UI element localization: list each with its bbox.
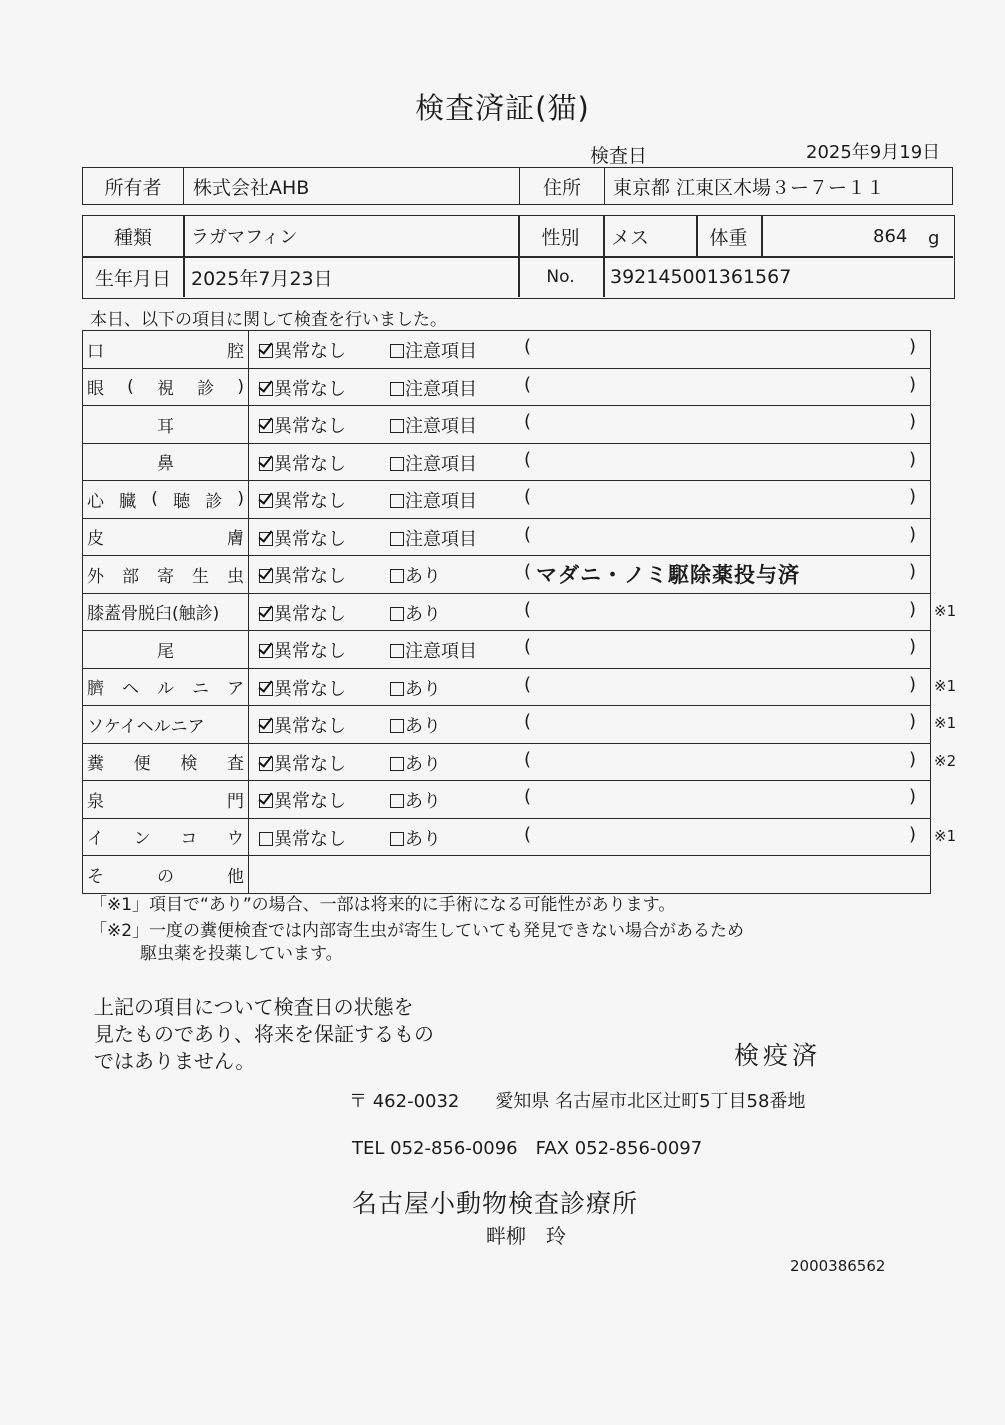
paren-close: ) xyxy=(909,748,917,770)
normal-label: 異常なし xyxy=(274,566,346,587)
paren-close: ) xyxy=(909,636,917,657)
paren-close: ) xyxy=(909,336,917,357)
paren-close: ) xyxy=(909,673,917,695)
exam-item-label xyxy=(83,481,249,518)
normal-label: 異常なし xyxy=(274,678,346,700)
animal-info-table xyxy=(82,215,955,299)
exam-row xyxy=(83,669,957,707)
alternative-checkbox[interactable] xyxy=(390,562,441,588)
exam-item-label-char: 耳 xyxy=(157,416,174,437)
exam-item-label-char: 門 xyxy=(227,791,244,812)
alternative-checkbox[interactable] xyxy=(390,825,441,851)
exam-item-label xyxy=(83,669,249,706)
alternative-label: あり xyxy=(405,716,441,737)
empty-box-icon xyxy=(390,794,404,808)
exam-item-label xyxy=(83,369,249,406)
paren-open: ( xyxy=(524,636,532,657)
exam-item-label-char: 寄 xyxy=(157,566,174,587)
alternative-checkbox[interactable] xyxy=(390,712,441,738)
normal-checkbox[interactable] xyxy=(259,675,346,701)
alternative-label: あり xyxy=(405,791,441,812)
normal-label: 異常なし xyxy=(274,453,346,475)
veterinarian-name: 畔柳 玲 xyxy=(486,1224,566,1248)
exam-item-label-char: ヘ xyxy=(122,679,139,700)
empty-box-icon xyxy=(259,832,273,846)
empty-box-icon xyxy=(390,569,404,583)
weight-label: 体重 xyxy=(709,226,748,249)
alternative-label: 注意項目 xyxy=(405,416,477,437)
alternative-label: あり xyxy=(405,603,441,625)
empty-box-icon xyxy=(390,344,404,358)
empty-box-icon xyxy=(390,607,404,621)
paren-open: ( xyxy=(524,598,532,620)
exam-row xyxy=(83,369,931,407)
exam-item-label-char: コ xyxy=(180,829,198,850)
paren-open: ( xyxy=(524,823,532,845)
dob-label: 生年月日 xyxy=(94,267,171,290)
exam-item-label-char: 腔 xyxy=(227,341,244,362)
normal-label: 異常なし xyxy=(274,828,346,850)
paren-close: ) xyxy=(909,786,917,807)
checked-box-icon xyxy=(259,607,273,621)
normal-checkbox[interactable] xyxy=(259,375,346,401)
exam-item-label-char: 視 xyxy=(156,379,174,400)
exam-item-label xyxy=(83,706,249,743)
exam-item-label-char: ウ xyxy=(226,829,244,850)
exam-item-label xyxy=(83,519,249,556)
breed-label: 種類 xyxy=(113,226,152,249)
normal-checkbox[interactable] xyxy=(259,637,346,663)
intro-text: 本日、以下の項目に関して検査を行いました。 xyxy=(90,310,447,330)
alternative-checkbox[interactable] xyxy=(390,450,477,476)
normal-checkbox[interactable] xyxy=(259,525,346,551)
footnote-1: 「※1」項目で“あり”の場合、一部は将来的に手術になる可能性があります。 xyxy=(90,895,676,915)
exam-row xyxy=(83,819,957,857)
alternative-checkbox[interactable] xyxy=(390,487,477,513)
exam-item-label xyxy=(83,856,249,893)
paren-close: ) xyxy=(909,448,917,470)
exam-item-label-char: 泉 xyxy=(87,791,104,812)
checked-box-icon xyxy=(259,532,273,546)
breed-value: ラガマフィン xyxy=(191,227,298,248)
exam-row xyxy=(83,631,931,669)
exam-item-label-char: ン xyxy=(133,829,151,850)
empty-box-icon xyxy=(390,719,404,733)
checked-box-icon xyxy=(259,494,273,508)
exam-item-label-char: 聴 xyxy=(173,491,191,512)
exam-note: マダニ・ノミ駆除薬投与済 xyxy=(536,563,800,587)
exam-table xyxy=(82,330,957,894)
owner-table xyxy=(82,167,953,205)
footnote-reference: ※1 xyxy=(934,676,957,695)
exam-item-label-char: そ xyxy=(87,866,104,887)
document-number: 2000386562 xyxy=(790,1257,886,1275)
exam-item-label-char: 糞 xyxy=(87,754,104,775)
document-title: 検査済証(猫) xyxy=(415,91,590,125)
exam-item-label xyxy=(83,594,249,631)
exam-item-label-char: 検 xyxy=(180,754,198,775)
alternative-label: あり xyxy=(405,566,441,587)
paren-close: ) xyxy=(909,823,917,845)
normal-checkbox[interactable] xyxy=(259,337,346,363)
exam-item-label-char: 臓 xyxy=(119,491,137,512)
alternative-label: 注意項目 xyxy=(405,341,477,362)
paren-close: ) xyxy=(909,486,917,507)
paren-close: ) xyxy=(909,598,917,620)
paren-open: ( xyxy=(524,748,532,770)
exam-item-label-char: 外 xyxy=(87,566,104,587)
exam-row xyxy=(83,444,931,482)
declaration-text: 上記の項目について検査日の状態を 見たものであり、将来を保証するもの ではありません。 xyxy=(94,995,434,1073)
exam-item-label-char: 便 xyxy=(133,754,151,775)
paren-close: ) xyxy=(909,373,917,395)
exam-item-label-char: 膝蓋骨脱臼(触診) xyxy=(87,604,220,625)
exam-row xyxy=(83,406,931,444)
alternative-label: あり xyxy=(405,828,441,850)
empty-box-icon xyxy=(390,382,404,396)
alternative-checkbox[interactable] xyxy=(390,375,477,401)
exam-item-label xyxy=(83,631,249,668)
exam-item-label xyxy=(83,819,249,856)
exam-item-label-char: 眼 xyxy=(87,379,104,400)
owner-label: 所有者 xyxy=(83,168,184,204)
normal-label: 異常なし xyxy=(274,341,346,362)
alternative-label: 注意項目 xyxy=(405,641,477,662)
checked-box-icon xyxy=(259,644,273,658)
footnote-2: 「※2」一度の糞便検査では内部寄生虫が寄生していても発見できない場合があるため xyxy=(90,921,745,941)
checked-box-icon xyxy=(259,757,273,771)
quarantine-stamp: 検疫済 xyxy=(734,1041,822,1070)
exam-row xyxy=(83,481,931,519)
exam-item-label-char: 査 xyxy=(226,754,244,775)
normal-label: 異常なし xyxy=(274,716,346,737)
exam-item-label-char: ) xyxy=(237,376,244,397)
paren-close: ) xyxy=(909,711,917,732)
exam-item-label-char: ) xyxy=(237,489,244,510)
exam-row xyxy=(83,594,957,632)
empty-box-icon xyxy=(390,494,404,508)
paren-open: ( xyxy=(524,523,532,545)
exam-row xyxy=(83,706,957,744)
exam-item-label-char: ア xyxy=(227,679,244,700)
exam-item-label xyxy=(83,781,249,818)
exam-item-label-char: 心 xyxy=(87,491,104,512)
sex-value: メス xyxy=(611,226,650,249)
alternative-checkbox[interactable] xyxy=(390,337,477,363)
footnote-reference: ※1 xyxy=(934,714,957,732)
paren-open: ( xyxy=(524,711,532,732)
checked-box-icon xyxy=(259,344,273,358)
exam-row xyxy=(83,781,931,819)
empty-box-icon xyxy=(390,832,404,846)
checked-box-icon xyxy=(259,682,273,696)
owner-value: 株式会社AHB xyxy=(184,168,520,204)
exam-row xyxy=(83,856,931,894)
exam-item-label-char: 臍 xyxy=(87,679,104,700)
alternative-label: あり xyxy=(405,678,441,700)
dob-value: 2025年7月23日 xyxy=(191,267,333,290)
alternative-checkbox[interactable] xyxy=(390,750,441,776)
exam-row xyxy=(83,744,957,782)
normal-checkbox[interactable] xyxy=(259,600,346,626)
alternative-checkbox[interactable] xyxy=(390,600,441,626)
exam-item-label-char: 診 xyxy=(205,491,223,512)
paren-open: ( xyxy=(524,336,532,357)
normal-checkbox[interactable] xyxy=(259,712,346,738)
sex-label: 性別 xyxy=(541,226,580,249)
alternative-label: 注意項目 xyxy=(405,528,477,550)
paren-close: ) xyxy=(909,411,917,432)
address-value: 東京都 江東区木場３ー７ー１１ xyxy=(613,176,886,199)
normal-checkbox[interactable] xyxy=(259,450,346,476)
normal-label: 異常なし xyxy=(274,753,346,775)
footnote-reference: ※2 xyxy=(934,751,957,770)
exam-row xyxy=(83,519,931,557)
normal-checkbox[interactable] xyxy=(259,787,346,813)
paren-open: ( xyxy=(524,448,532,470)
exam-item-label-char: 生 xyxy=(192,566,209,587)
alternative-checkbox[interactable] xyxy=(390,675,441,701)
empty-box-icon xyxy=(390,419,404,433)
checked-box-icon xyxy=(259,457,273,471)
exam-item-label-char: 診 xyxy=(197,379,215,400)
inspection-date-label: 検査日 xyxy=(590,145,648,167)
exam-item-label-char: の xyxy=(157,866,174,887)
exam-item-label-char: 尾 xyxy=(157,641,174,662)
empty-box-icon xyxy=(390,532,404,546)
clinic-address: 〒 462-0032 愛知県 名古屋市北区辻町5丁目58番地 xyxy=(349,1091,806,1112)
empty-box-icon xyxy=(390,757,404,771)
exam-item-label-char: 鼻 xyxy=(157,454,174,475)
paren-open: ( xyxy=(524,561,532,582)
footnote-2-continued: 駆虫薬を投薬しています。 xyxy=(140,944,343,964)
normal-label: 異常なし xyxy=(274,791,346,812)
paren-close: ) xyxy=(909,523,917,545)
paren-open: ( xyxy=(524,786,532,807)
normal-label: 異常なし xyxy=(274,528,346,550)
alternative-checkbox[interactable] xyxy=(390,787,441,813)
exam-item-label-char: 部 xyxy=(122,566,139,587)
empty-box-icon xyxy=(390,457,404,471)
exam-item-label-char: 膚 xyxy=(227,529,244,550)
paren-open: ( xyxy=(524,373,532,395)
clinic-contact: TEL 052-856-0096 FAX 052-856-0097 xyxy=(352,1138,703,1159)
paren-open: ( xyxy=(524,486,532,507)
exam-row xyxy=(83,556,931,594)
clinic-name: 名古屋小動物検査診療所 xyxy=(352,1189,639,1218)
alternative-label: あり xyxy=(405,753,441,775)
exam-item-label-char: ソケイヘルニア xyxy=(87,716,205,737)
alternative-label: 注意項目 xyxy=(405,453,477,475)
exam-item-label xyxy=(83,744,249,781)
normal-label: 異常なし xyxy=(274,603,346,625)
exam-row xyxy=(83,331,931,369)
exam-item-label-char: ニ xyxy=(192,679,209,700)
id-number-value: 392145001361567 xyxy=(610,266,792,288)
checked-box-icon xyxy=(259,794,273,808)
normal-checkbox[interactable] xyxy=(259,750,346,776)
exam-item-label xyxy=(83,556,249,593)
checked-box-icon xyxy=(259,719,273,733)
alternative-label: 注意項目 xyxy=(405,491,477,512)
alternative-checkbox[interactable] xyxy=(390,525,477,551)
footnote-reference: ※1 xyxy=(934,601,957,620)
exam-item-label-char: イ xyxy=(87,829,104,850)
exam-item-label xyxy=(83,331,249,368)
normal-checkbox[interactable] xyxy=(259,487,346,513)
address-label: 住所 xyxy=(520,168,605,204)
alternative-checkbox[interactable] xyxy=(390,412,477,438)
id-number-label: No. xyxy=(546,267,575,287)
inspection-date-value: 2025年9月19日 xyxy=(806,142,941,163)
alternative-label: 注意項目 xyxy=(405,378,477,400)
paren-close: ) xyxy=(909,561,917,582)
normal-label: 異常なし xyxy=(274,641,346,662)
alternative-checkbox[interactable] xyxy=(390,637,477,663)
exam-item-label-char: 他 xyxy=(227,866,244,887)
weight-unit: g xyxy=(928,227,940,249)
exam-item-label-char: ( xyxy=(151,489,158,510)
exam-item-label-char: 口 xyxy=(87,341,104,362)
exam-item-label-char: 虫 xyxy=(227,566,244,587)
empty-box-icon xyxy=(390,644,404,658)
paren-open: ( xyxy=(524,673,532,695)
normal-checkbox[interactable] xyxy=(259,825,346,851)
exam-item-label-char: 皮 xyxy=(87,529,104,550)
exam-item-label xyxy=(83,406,249,443)
exam-item-label-char: ( xyxy=(127,376,134,397)
normal-checkbox[interactable] xyxy=(259,562,346,588)
checked-box-icon xyxy=(259,382,273,396)
normal-label: 異常なし xyxy=(274,378,346,400)
normal-checkbox[interactable] xyxy=(259,412,346,438)
exam-item-label-char: ル xyxy=(157,679,174,700)
exam-item-label xyxy=(83,444,249,481)
weight-value: 864 xyxy=(873,225,908,247)
empty-box-icon xyxy=(390,682,404,696)
footnote-reference: ※1 xyxy=(934,826,957,845)
normal-label: 異常なし xyxy=(274,491,346,512)
checked-box-icon xyxy=(259,569,273,583)
paren-open: ( xyxy=(524,411,532,432)
checked-box-icon xyxy=(259,419,273,433)
normal-label: 異常なし xyxy=(274,416,346,437)
